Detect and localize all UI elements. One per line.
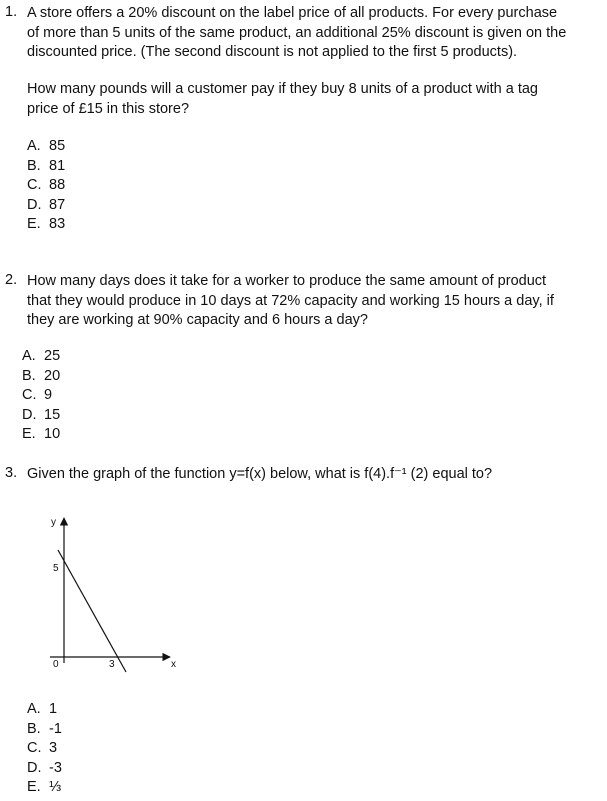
question-1-prompt-line: How many pounds will a customer pay if they buy 8 units of a product with a tag [27,81,538,97]
question-1-stem [27,4,566,63]
option-letter: E. [27,216,41,232]
option-letter: E. [27,779,41,795]
option-letter: A. [27,701,41,717]
option-value: 25 [44,348,61,364]
x-axis-label: x [171,659,176,670]
function-graph [0,500,200,680]
option-letter: D. [22,406,37,423]
question-3-stem-line: Given the graph of the function y=f(x) below, what is f(4).f⁻¹ (2) equal to? [27,466,493,482]
option-letter: A. [22,348,36,364]
option-value: -1 [49,720,62,737]
option-letter: C. [27,740,42,756]
option-d[interactable] [22,406,60,426]
option-value: 10 [44,426,61,442]
option-e[interactable] [27,215,65,235]
question-1-stem-line: discounted price. (The second discount is not applied to the first 5 products). [27,44,518,60]
question-3-options [27,700,62,798]
option-value: 85 [49,138,66,154]
option-e[interactable] [22,425,60,445]
option-letter: D. [27,759,42,776]
option-value: 20 [44,367,61,384]
option-letter: B. [22,367,36,384]
origin-label: 0 [53,659,59,670]
question-2-stem-line: that they would produce in 10 days at 72% capacity and working 15 hours a day, if [27,292,554,309]
option-d[interactable] [27,196,65,216]
y-axis-label: y [51,517,56,528]
question-2-options [22,347,60,445]
x-intercept-label: 3 [109,659,115,670]
option-d[interactable] [27,759,62,779]
option-a[interactable] [22,347,60,367]
question-3-number: 3. [5,465,18,481]
question-1-prompt-line: price of £15 in this store? [27,100,190,117]
option-value: 3 [49,740,58,756]
option-value: 9 [44,387,53,403]
option-value: 88 [49,177,66,193]
option-letter: C. [22,387,37,403]
option-value: 1 [49,701,58,717]
option-e[interactable] [27,778,62,798]
option-b[interactable] [22,367,60,387]
option-c[interactable] [27,739,62,759]
question-1-prompt [27,80,538,119]
option-value: 83 [49,216,66,232]
option-value: -3 [49,759,62,776]
option-value: 87 [49,196,66,213]
option-letter: B. [27,720,41,737]
y-intercept-label: 5 [53,563,59,574]
option-b[interactable] [27,157,65,177]
question-2-stem-line: they are working at 90% capacity and 6 hours a day? [27,312,368,328]
question-2-number: 2. [5,272,18,288]
question-1-stem-line: of more than 5 units of the same product, an additional 25% discount is given on the [27,24,567,41]
option-c[interactable] [22,386,60,406]
option-value: 81 [49,157,66,174]
question-1-options [27,137,65,235]
question-2-stem [27,272,554,331]
option-letter: B. [27,157,41,174]
option-a[interactable] [27,137,65,157]
question-3-stem [27,465,492,485]
option-letter: A. [27,138,41,154]
option-value: ⅓ [49,779,62,795]
option-a[interactable] [27,700,62,720]
option-c[interactable] [27,176,65,196]
question-1-number: 1. [5,4,18,20]
question-1-stem-line: A store offers a 20% discount on the label price of all products. For every purchase [27,5,558,21]
option-b[interactable] [27,720,62,740]
question-2-stem-line: How many days does it take for a worker to produce the same amount of product [27,273,547,289]
function-line [58,550,126,672]
option-letter: C. [27,177,42,193]
option-value: 15 [44,406,61,423]
option-letter: E. [22,426,36,442]
option-letter: D. [27,196,42,213]
